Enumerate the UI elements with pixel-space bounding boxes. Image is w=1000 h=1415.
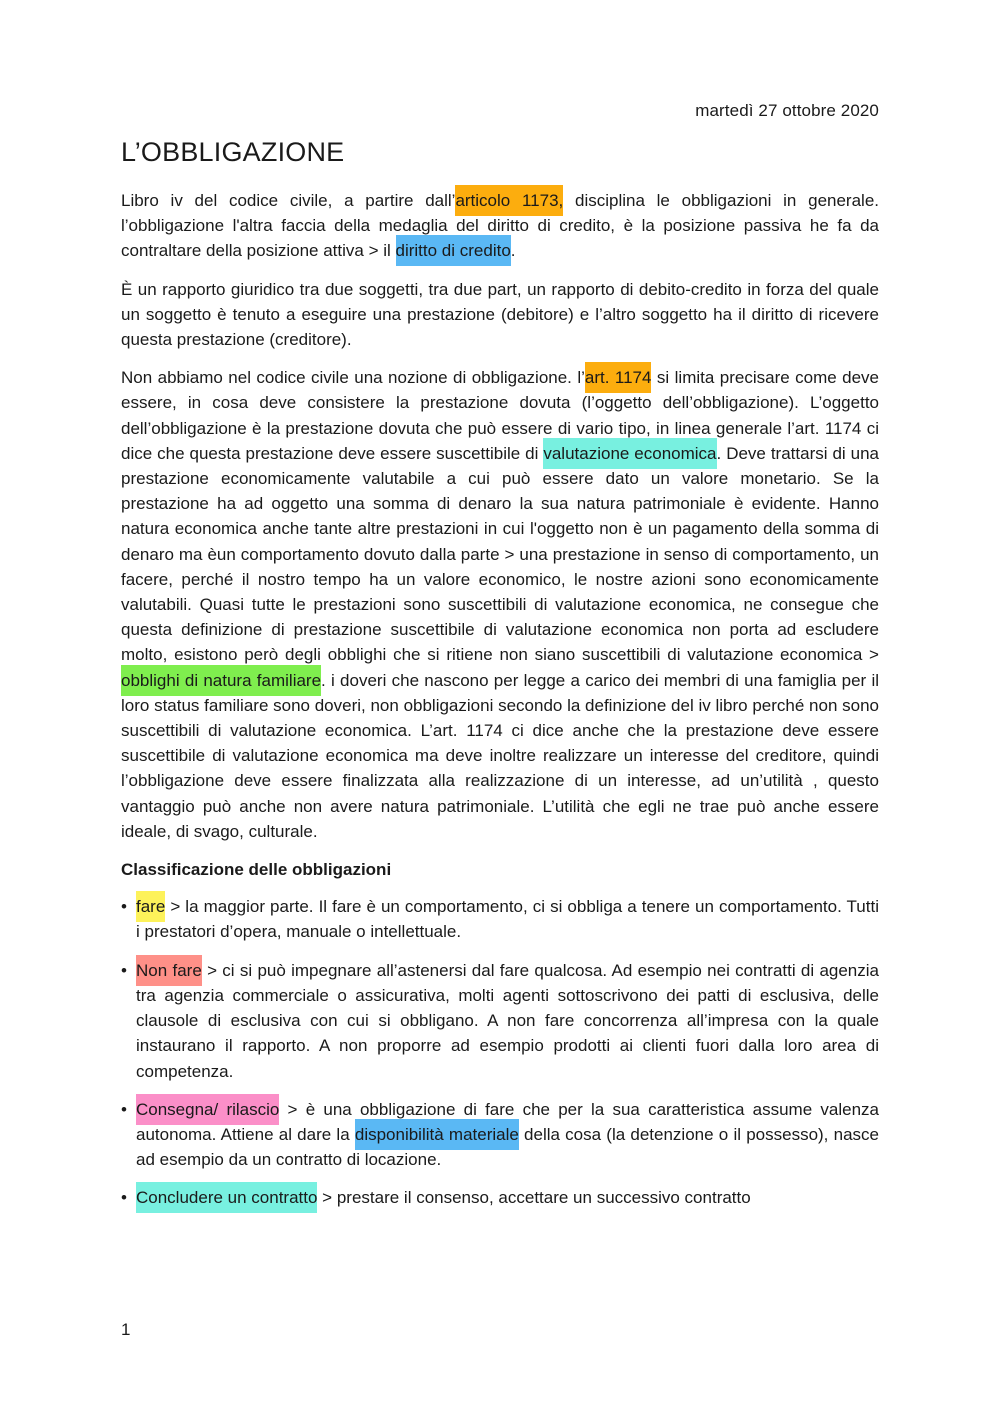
highlight-diritto-di-credito: diritto di credito [396, 235, 511, 266]
bullet-icon: • [121, 1099, 127, 1119]
paragraph-art-1174 [121, 365, 879, 844]
text-run: della cosa (la detenzione o il possesso), nasce ad esempio da un contratto di locazione. [136, 1124, 879, 1170]
paragraph-definition: È un rapporto giuridico tra due soggetti, tra due part, un rapporto di debito-credito in forza del quale un soggetto è tenuto a eseguire una prestazione (debitore) e l’altro soggetto ha il diritto di ricevere questa prestazione (creditore). [121, 279, 879, 350]
classification-list [121, 894, 879, 1210]
text-run: . Deve trattarsi di una prestazione economicamente valutabile a cui può essere dato un valore monetario. Se la prestazione ha ad oggetto una somma di denaro la sua natura patrimoniale è evidente. Hanno natura economica anche tante altre prestazioni in cui l'oggetto non è un pagamento della somma di denaro ma èun comportamento dovuto dalla parte > una prestazione in senso di comportamento, un facere, perché il nostro tempo ha un valore economico, le nostre azioni sono economicamente valutabili. Quasi tutte le prestazioni sono suscettibili di valutazione economica, ne consegue che questa definizione di prestazione suscettibile di valutazione economica non porta ad escludere molto, esistono però degli obblighi che si ritiene non siano suscettibili di valutazione economica > [121, 443, 879, 665]
page-number: 1 [121, 1320, 131, 1339]
bullet-icon: • [121, 960, 127, 980]
highlight-non-fare: Non fare [136, 955, 202, 986]
text-run: > ci si può impegnare all’astenersi dal fare qualcosa. Ad esempio nei contratti di agenzia tra agenzia commerciale o assicurativa, molti agenti sottoscrivono dei patti di esclusiva, delle clausole di esclusiva con cui si obbligano. A non fare concorrenza all’impresa con la quale instaurano il rapporto. A non proporre ad esempio prodotti ai clienti fuori dalla loro area di competenza. [136, 960, 879, 1081]
bullet-icon: • [121, 1188, 127, 1208]
highlight-art-1174: art. 1174 [585, 362, 652, 393]
text-run: Libro iv del codice civile, a partire dall’ [121, 191, 456, 210]
document-date: martedì 27 ottobre 2020 [695, 101, 879, 120]
highlight-fare: fare [136, 891, 165, 922]
highlight-valutazione-economica: valutazione economica [543, 438, 716, 469]
document-body [121, 188, 879, 1224]
bullet-icon: • [121, 897, 127, 917]
text-run: > la maggior parte. Il fare è un comportamento, ci si obbliga a tenere un comportamento. Tutti i prestatori d’opera, manuale o intellettuale. [136, 897, 879, 942]
paragraph-intro [121, 188, 879, 264]
text-run: > è una obbligazione di fare che per la sua caratteristica assume valenza autonoma. Attiene al dare la [136, 1099, 879, 1144]
highlight-articolo-1173: articolo 1173, [455, 185, 563, 216]
highlight-concludere-contratto: Concludere un contratto [136, 1182, 317, 1213]
text-run: > prestare il consenso, accettare un successivo contratto [317, 1188, 751, 1208]
section-heading: Classificazione delle obbligazioni [121, 860, 392, 880]
highlight-disponibilita-materiale: disponibilità materiale [355, 1119, 519, 1150]
text-run: . i doveri che nascono per legge a carico dei membri di una famiglia per il loro status familiare sono doveri, non obbligazioni secondo la definizione del iv libro perché non sono suscettibili di valutazione economica. L’art. 1174 ci dice anche che la prestazione deve essere suscettibile di valutazione economica ma deve inoltre realizzare un interesse del creditore, quindi l’obbligazione deve essere finalizzata alla realizzazione di un interesse, ad un’utilità , questo vantaggio può anche non avere natura patrimoniale. L’utilità che egli ne trae può anche essere ideale, di svago, culturale. [121, 670, 879, 841]
text-run: Non abbiamo nel codice civile una nozione di obbligazione. l’ [121, 368, 585, 388]
list-item-concludere [121, 1185, 879, 1210]
highlight-consegna-rilascio: Consegna/ rilascio [136, 1094, 279, 1125]
highlight-obblighi-natura-familiare: obblighi di natura familiare [121, 665, 321, 696]
page-title: L’OBBLIGAZIONE [121, 137, 345, 167]
text-run: . [510, 241, 516, 261]
text-run: disciplina le obbligazioni in generale. l’obbligazione l'altra faccia della medaglia del diritto di credito, è la posizione passiva he fa da contraltare della posizione attiva > il [121, 191, 880, 261]
text-run: si limita precisare come deve essere, in cosa deve consistere la prestazione dovuta (l’oggetto dell’obbligazione). L’oggetto dell’obbligazione è la prestazione dovuta che può essere di vario tipo, in linea generale l’art. 1174 ci dice che questa prestazione deve essere suscettibile di [121, 368, 880, 463]
list-item-non-fare [121, 958, 879, 1084]
list-item-fare [121, 894, 879, 944]
list-item-consegna [121, 1097, 879, 1173]
